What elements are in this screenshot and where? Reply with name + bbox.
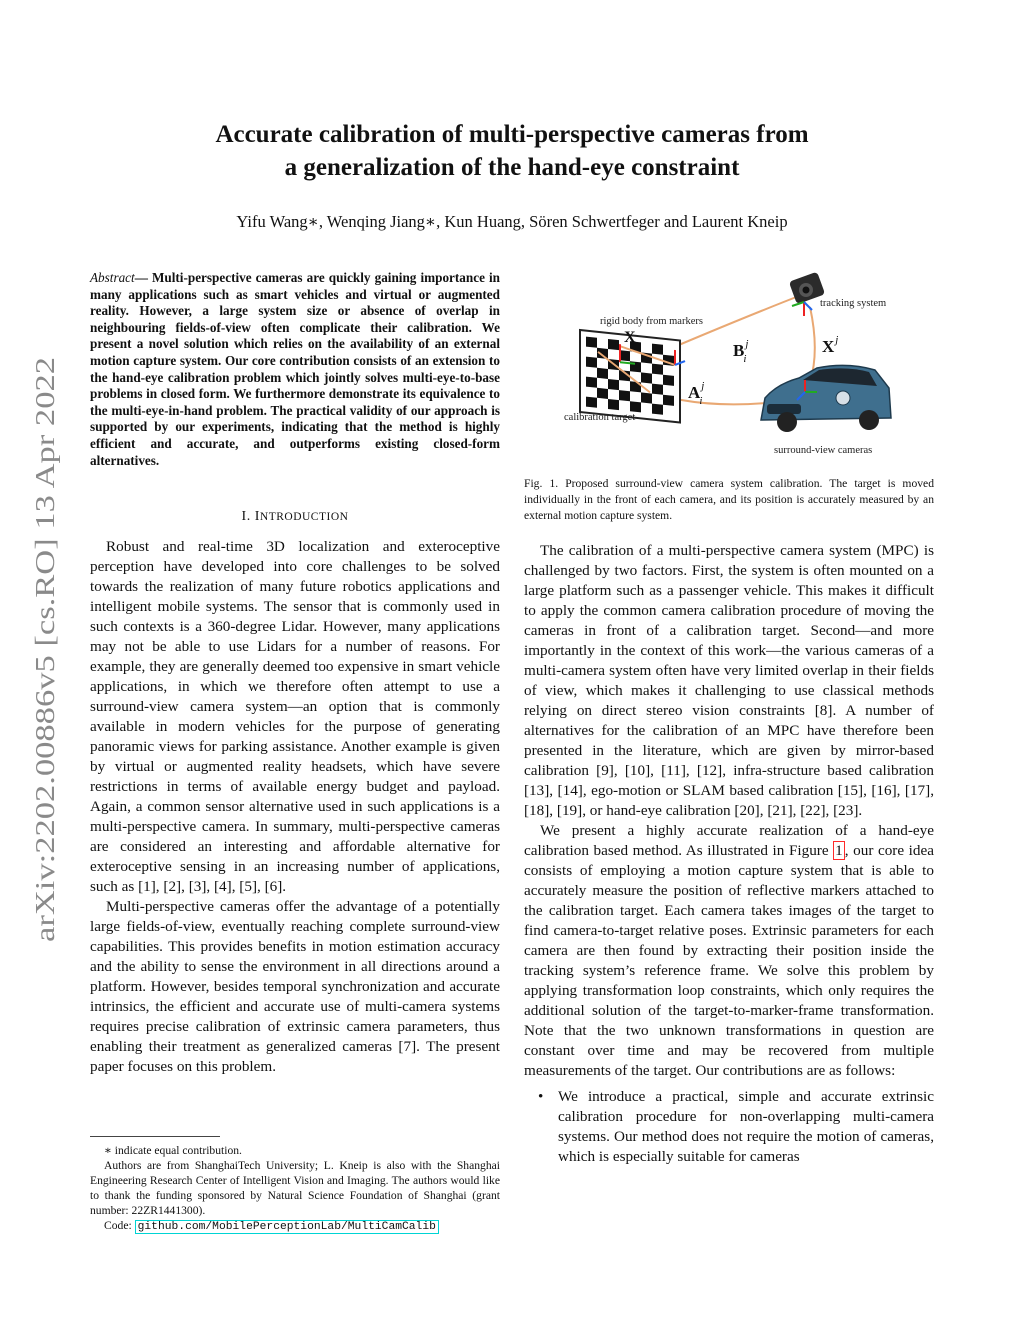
figure-1-diagram: [552, 262, 912, 462]
figure-1-reference-link[interactable]: 1: [835, 842, 843, 859]
section-title-cap: I: [254, 509, 260, 524]
section-heading: [90, 509, 500, 525]
symbol-X: $X^j$: [822, 334, 839, 356]
title-line-2: a generalization of the hand-eye constraint: [284, 154, 740, 181]
paper-title: [120, 118, 904, 184]
footnote-affiliation: Authors are from ShanghaiTech University; L. Kneip is also with the Shanghai Engineering Research Center of Intelligent Vision and Imaging. The authors would like to thank the funding sponsored by Natural Science Foundation of Shanghai (grant number: 22ZR1441300).: [90, 1159, 500, 1217]
arxiv-id: arXiv:2202.00886v5 [cs.RO] 13 Apr 2022: [30, 484, 60, 942]
contribution-list: [524, 1087, 934, 1167]
section-number: I.: [241, 509, 251, 524]
title-line-1: Accurate calibration of multi-perspective cameras from: [215, 121, 809, 148]
right-column: [524, 541, 934, 1167]
abstract-label: Abstract: [90, 270, 135, 285]
label-calibration-target: calibration target: [564, 412, 636, 423]
list-item: [524, 1087, 934, 1167]
footnote-rule: [90, 1136, 220, 1137]
right-paragraph-1: The calibration of a multi-perspective camera system (MPC) is challenged by two factors. First, the system is often mounted on a large platform such as a passenger vehicle. This makes it difficult to apply the common camera calibration procedure of moving the cameras in front of a calibration target. Second—and more importantly in the context of this work—the various cameras of a multi-camera system often have very limited overlap in their fields of view, which makes it challenging to use classical methods relying on direct stereo vision constraints [8]. A number of alternatives for the calibration of an MPC have therefore been presented in the literature, which are given by mirror-based calibration [9], [10], [11], [12], infra-structure based calibration [13], [14], ego-motion or SLAM based calibration [15], [16], [17], [18], [19], or hand-eye calibration [20], [21], [22], [23].: [524, 542, 934, 819]
footnotes: [90, 1136, 500, 1235]
symbol-A: $A^j$ i: [688, 380, 705, 407]
left-column: [90, 537, 500, 1077]
intro-paragraph-2: Multi-perspective cameras offer the advantage of a potentially large fields-of-view, eventually reaching complete surround-view capabilities. This provides benefits in motion estimation accuracy and the ability to sense the environment in all directions around a platform. However, besides temporal synchronization and accurate intrinsics, the efficient and accurate use of multi-camera systems requires precise calibration of extrinsic camera parameters, thus enabling their treatment as generalized cameras [7]. The present paper focuses on this problem.: [90, 898, 500, 1075]
code-link[interactable]: github.com/MobilePerceptionLab/MultiCamCalib: [135, 1220, 439, 1234]
figure-1-caption: Fig. 1. Proposed surround-view camera system calibration. The target is moved individually in the front of each camera, and its position is accurately measured by an external motion capture system.: [524, 477, 934, 522]
tracking-camera: [789, 272, 825, 316]
footnote-code: [90, 1218, 500, 1235]
label-tracking-system: tracking system: [820, 298, 887, 309]
right-paragraph-2: [524, 821, 934, 1081]
authors: Yifu Wang∗, Wenqing Jiang∗, Kun Huang, Sören Schwertfeger and Laurent Kneip: [236, 212, 788, 231]
label-surround-view-cameras: surround-view cameras: [774, 445, 873, 456]
intro-paragraph-1: Robust and real-time 3D localization and exteroceptive perception have developed into core challenges to be solved towards the realization of many future robotics applications and intelligent mobile systems. The sensor that is commonly used in such contexts is a 360-degree Lidar. However, many applications may not be able to use Lidars for a number of reasons. For example, they are generally deemed too expensive in smart vehicle applications, in which we therefore often attempt to use a surround-view camera system—an option that is commonly available in modern vehicles for the purpose of generating panoramic views for parking assistance. Another example is given by virtual or augmented reality headsets, which have severe restrictions in terms of available energy budget and payload. Again, a common sensor alternative used in such applications is a multi-perspective camera. In summary, multi-perspective cameras are considered an interesting and affordable alternative for exteroceptive sensing in an increasing number of applications, such as [1], [2], [3], [4], [5], [6].: [90, 538, 500, 895]
arxiv-stamp: [20, 350, 70, 950]
abstract-text: — Multi-perspective cameras are quickly gaining importance in many applications such as smart vehicles and virtual or augmented reality. However, a large system size or absence of overlap in neighbouring fields-of-view often complicate their calibration. We present a novel solution which relies on the availability of an external motion capture system. Our core contribution consists of an extension to the hand-eye calibration problem which jointly solves multi-eye-to-base problems in closed form. We furthermore demonstrate its equivalence to the multi-eye-in-hand problem. The practical validity of our approach is supported by our experiments, indicating that the method is highly efficient and accurate, and outperforms existing closed-form alternatives.: [90, 270, 500, 468]
figure-1: [552, 262, 912, 462]
symbol-X-rigid: X: [624, 329, 636, 346]
abstract: [90, 270, 500, 469]
right-p2-part-b: , our core idea consists of employing a motion capture system that is able to accurately measure the position of reflective markers attached to the calibration target. Each camera takes images of the target to find camera-to-target relative poses. Extrinsic parameters for each camera are then found by extracting their position inside the tracking system’s reference frame. We solve this problem by applying transformation loop constraints, which only requires the additional solution of the target-to-marker-frame transformation. Note that the two unknown transformations in question are constant over time and may be recovered from multiple measurements of the target. Our contributions are as follows:: [524, 842, 934, 1079]
bullet-1-text: We introduce a practical, simple and accurate extrinsic calibration procedure for non-overlapping multi-camera systems. Our method does not require the motion of cameras, which is especially suitable for cameras: [558, 1088, 934, 1165]
section-title-rest: NTRODUCTION: [259, 511, 349, 523]
right-p2-part-a: We present a highly accurate realization of a hand-eye calibration based method. As illustrated in Figure: [524, 822, 934, 859]
footnote-equal: ∗ indicate equal contribution.: [104, 1144, 242, 1157]
code-label: Code:: [104, 1219, 132, 1232]
surround-view-car: [761, 365, 891, 432]
label-rigid-body: rigid body from markers: [600, 316, 703, 327]
symbol-B: $B^j$ i: [733, 338, 749, 365]
bullet-icon: •: [538, 1088, 544, 1105]
